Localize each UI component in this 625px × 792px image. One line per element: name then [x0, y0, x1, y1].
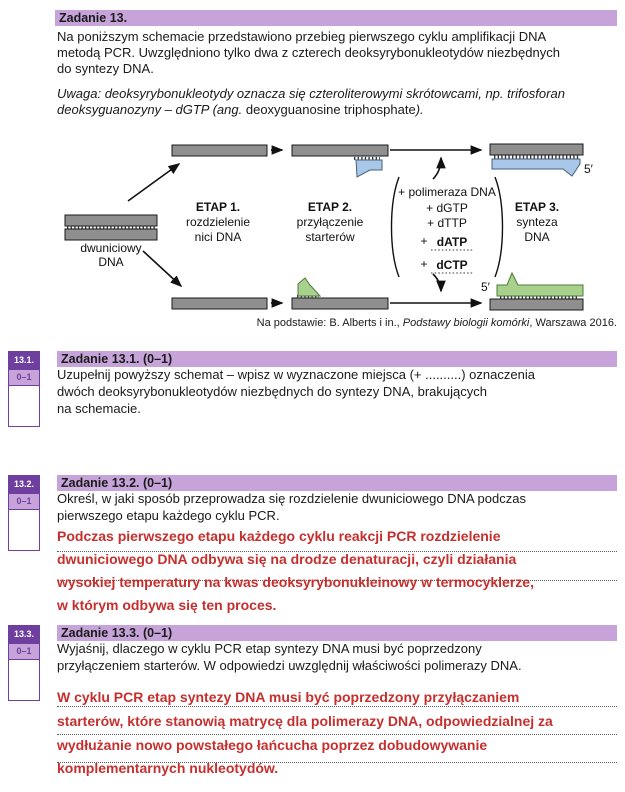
stage1-label: [186, 200, 250, 244]
task-13-2-answer-line-3: wysokiej temperatury na kwas deoksyrybonukleinowy w termocyklerze,: [57, 574, 534, 590]
stage2-title: ETAP 2.: [307, 200, 353, 214]
task-13-3-score-cell[interactable]: [9, 660, 39, 700]
double-stranded-dna: [65, 215, 157, 269]
task-13-3-margin-box: [8, 625, 40, 701]
note-line-2: [57, 102, 619, 118]
task-13-1-margin-box: [8, 351, 40, 427]
task-13-3-number-tab: 13.3.: [9, 626, 39, 643]
note-italic-part: deoksyguanozyny – dGTP (ang.: [57, 102, 246, 117]
note-end-part: ).: [415, 102, 424, 117]
stage3-sub2: DNA: [524, 230, 550, 244]
task-13-1-points-tab: 0–1: [9, 369, 39, 386]
citation-book-title: Podstawy biologii komórki: [402, 317, 530, 329]
reagent-bracket: [392, 158, 503, 291]
citation-prefix: Na podstawie: B. Alberts i in.,: [256, 317, 403, 329]
task-13-1-score-cell[interactable]: [9, 386, 39, 426]
task-13-3-answer-line-3: wydłużanie nowo powstałego łańcucha poprzez dobudowywanie: [57, 737, 488, 753]
task-13-2-answer-line-2: dwuniciowego DNA odbywa się na drodze denaturacji, czyli działania: [57, 551, 517, 567]
stage2-sub2: starterów: [305, 230, 355, 244]
task-13-3-body-line-2: przyłączeniem starterów. W odpowiedzi uwzględnij właściwości polimerazy DNA.: [57, 658, 522, 673]
synthesis-product-top: [490, 144, 594, 176]
task-13-3-body-line-1: Wyjaśnij, dlaczego w cyklu PCR etap syntezy DNA musi być poprzedzony: [57, 641, 482, 656]
intro-paragraph-line-2: metodą PCR. Uwzględniono tylko dwa z czterech deoksyrybonukleotydów niezbędnych: [57, 45, 560, 60]
stage1-sub2: nici DNA: [194, 230, 242, 244]
ds-dna-label-1: dwuniciowy: [80, 241, 142, 255]
synthesis-product-bottom: [481, 273, 583, 310]
five-prime-bottom: 5′: [481, 280, 490, 294]
note-line-1: Uwaga: deoksyrybonukleotydy oznacza się czteroliterowymi skrótowcami, np. trifosforan: [57, 86, 565, 101]
reagent-dttp: + dTTP: [427, 216, 467, 230]
task-13-1-body-line-1: Uzupełnij powyższy schemat – wpisz w wyznaczone miejsca (+ ..........) oznaczenia: [57, 367, 535, 382]
task-13-3-answer-line-4: komplementarnych nukleotydów.: [57, 760, 279, 776]
template-strand-top: [292, 145, 388, 156]
task-13-3-answer-rule-2[interactable]: [57, 734, 617, 735]
task-13-2-margin-box: [8, 475, 40, 551]
pcr-cycle-diagram: [0, 133, 625, 318]
task-13-2-number-tab: 13.2.: [9, 476, 39, 493]
task-13-3-answer-line-1: W cyklu PCR etap syntezy DNA musi być poprzedzony przyłączaniem: [57, 689, 520, 705]
answer-reagent-datp: dATP: [436, 235, 468, 249]
task-13-1-header-band: Zadanie 13.1. (0–1): [57, 351, 617, 367]
task-13-1-body-line-3: na schemacie.: [57, 401, 141, 416]
intro-paragraph-line-1: Na poniższym schemacie przedstawiono przebieg pierwszego cyklu amplifikacji DNA: [57, 29, 547, 44]
task-13-2-header-band: Zadanie 13.2. (0–1): [57, 475, 617, 491]
citation-suffix: , Warszawa 2016.: [529, 317, 617, 329]
new-strand-green: [497, 273, 583, 296]
answer-reagent-dctp: dCTP: [436, 258, 468, 272]
split-arrow-up-icon: [128, 164, 179, 201]
dna-strand-bottom: [65, 229, 157, 240]
task-13-2-answer-line-1: Podczas pierwszego etapu każdego cyklu reakcji PCR rozdzielenie: [57, 528, 501, 544]
separated-strand-bottom: [172, 298, 267, 309]
reagent-arrow-up-icon: [433, 158, 441, 179]
stage3-title: ETAP 3.: [514, 200, 560, 214]
task-13-3-points-tab: 0–1: [9, 643, 39, 660]
template-bottom: [490, 299, 583, 310]
primer-blue: [356, 160, 382, 177]
plus-sign-1: +: [420, 234, 428, 248]
note-upright-part: deoxyguanosine triphosphate: [245, 102, 416, 117]
stage2-sub1: przyłączenie: [296, 215, 364, 229]
primer-green: [298, 278, 320, 296]
template-top: [490, 144, 583, 155]
task-13-2-points-tab: 0–1: [9, 493, 39, 510]
stage3-label: [515, 200, 559, 244]
reagent-dgtp: + dGTP: [426, 201, 468, 215]
split-arrow-down-icon: [143, 251, 181, 286]
bracket-right-paren: [495, 177, 503, 277]
task-13-3-header-band: Zadanie 13.3. (0–1): [57, 625, 617, 641]
reagent-polymerase: + polimeraza DNA: [398, 185, 496, 199]
reagent-arrow-down-icon: [433, 274, 441, 291]
dna-strand-top: [65, 215, 157, 226]
separated-strand-top: [172, 145, 267, 156]
task-13-1-number-tab: 13.1.: [9, 352, 39, 369]
task-13-1-body-line-2: dwóch deoksyrybonukleotydów niezbędnych do syntezy DNA, brakujących: [57, 384, 487, 399]
task-13-title-band: Zadanie 13.: [55, 10, 617, 26]
task-13-2-answer-line-4: w którym odbywa się ten proces.: [57, 597, 277, 613]
task-13-3-answer-line-2: starterów, które stanowią matrycę dla polimerazy DNA, odpowiedzialnej za: [57, 713, 553, 729]
task-13-2-body-line-1: Określ, w jaki sposób przeprowadza się rozdzielenie dwuniciowego DNA podczas: [57, 491, 526, 506]
intro-paragraph-line-3: do syntezy DNA.: [57, 61, 154, 76]
citation: [57, 317, 617, 329]
template-strand-bottom: [292, 298, 388, 309]
stage2-label: [297, 200, 364, 244]
stage1-title: ETAP 1.: [195, 200, 241, 214]
stage1-sub1: rozdzielenie: [185, 215, 251, 229]
task-13-3-answer-rule-1[interactable]: [57, 706, 617, 707]
plus-sign-2: +: [420, 257, 428, 271]
task-13-2-score-cell[interactable]: [9, 510, 39, 550]
task-13-2-body-line-2: pierwszego etapu każdego cyklu PCR.: [57, 508, 280, 523]
ds-dna-label-2: DNA: [98, 255, 124, 269]
stage3-sub1: synteza: [516, 215, 558, 229]
new-strand-blue: [492, 159, 580, 176]
five-prime-top: 5′: [584, 162, 593, 176]
